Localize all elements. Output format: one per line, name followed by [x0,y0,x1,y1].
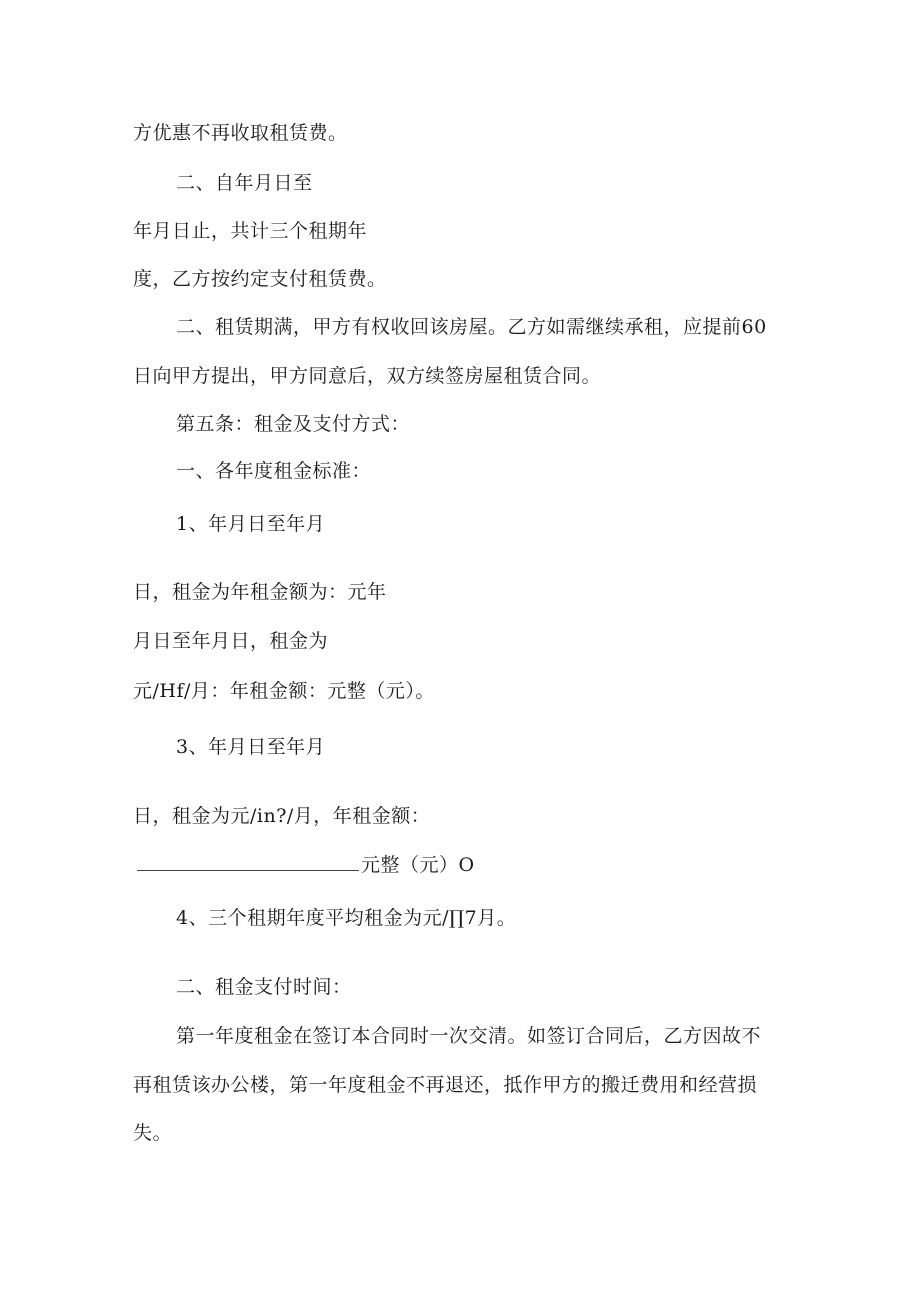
text-line-8: 一、各年度租金标准： [176,460,372,482]
text-line-17: 二、租金支付时间： [176,976,352,998]
text-line-11: 月日至年月日，租金为 [133,630,329,652]
text-line-2: 二、自年月日至 [176,172,313,194]
text-line-15-content: 元整（元）O [361,854,475,876]
text-line-14: 日，租金为元/in?/月，年租金额： [133,805,431,827]
text-line-12: 元/Hf/月：年租金额：元整（元）。 [133,680,435,702]
text-line-9: 1、年月日至年月 [176,513,326,535]
text-line-18: 第一年度租金在签订本合同时一次交清。如签订合同后，乙方因故不 [176,1025,762,1047]
text-line-6: 日向甲方提出，甲方同意后，双方续签房屋租赁合同。 [133,365,602,387]
text-line-13: 3、年月日至年月 [176,736,326,758]
text-line-5: 二、租赁期满，甲方有权收回该房屋。乙方如需继续承租，应提前60 [176,316,767,338]
fill-in-blank [137,852,359,871]
text-line-4: 度，乙方按约定支付租赁费。 [133,268,387,290]
text-line-16: 4、三个租期年度平均租金为元∕∏7月。 [176,907,517,929]
text-line-10: 日，租金为年租金额为：元年 [133,581,387,603]
text-line-19: 再租赁该办公楼，第一年度租金不再退还，抵作甲方的搬迁费用和经营损 [133,1074,758,1096]
text-line-15 [137,852,475,877]
text-line-7: 第五条：租金及支付方式： [176,413,411,435]
text-line-20: 失。 [133,1122,173,1144]
text-line-1: 方优惠不再收取租赁费。 [133,122,348,144]
text-line-3: 年月日止，共计三个租期年 [133,220,368,242]
